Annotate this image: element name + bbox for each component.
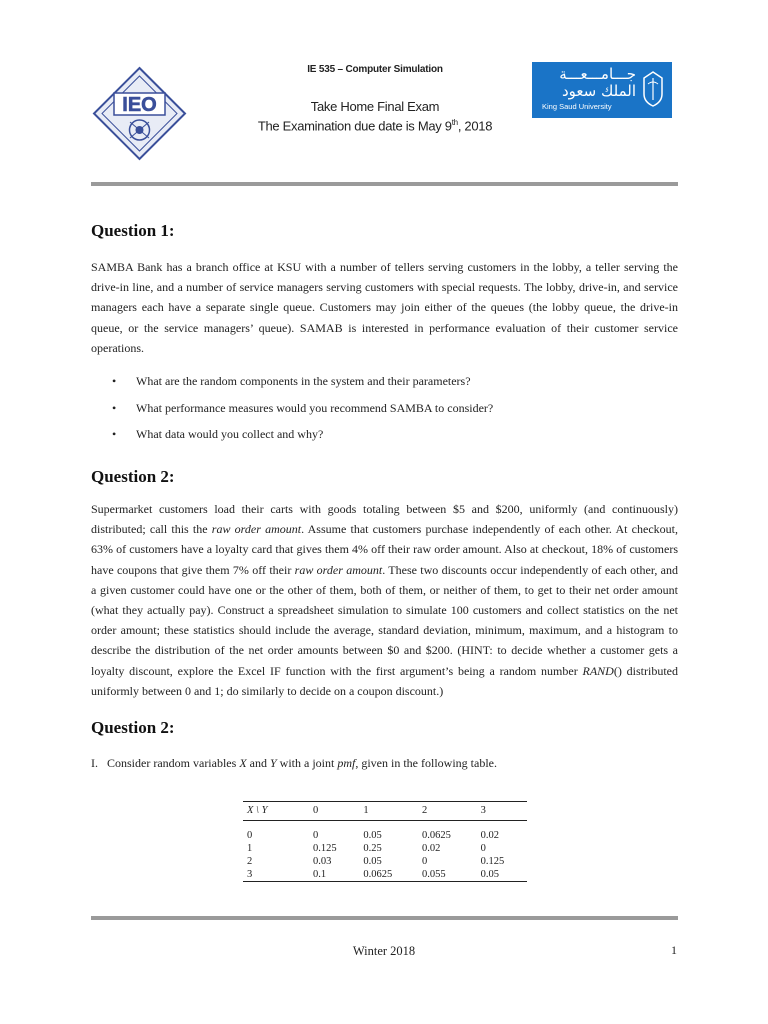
- q2-italic2: raw order amount: [294, 562, 383, 577]
- table-cell: 0: [480, 843, 486, 854]
- table-cell: 0.05: [477, 868, 527, 882]
- table-cell: 0.25: [363, 843, 382, 854]
- table-cell: 0: [421, 856, 428, 867]
- question-2-heading: Question 2:: [91, 467, 175, 486]
- q2-part3: . These two discounts occur independently of each other, and a given customer could have one or the other of them, both of them, or neither of them, to get to their net order amount (what they actually pay). Construct a spreadsheet simulation to simulate 100 customers and collect statistics on the net order amount; these statistics should include the average, standard deviation, minimum, maximum, and a histogram to describe the distribution of the net order amounts between $0 and $200. (HINT: to decide whether a customer gets a loyalty discount, explore the Excel IF function with the first argument’s being a random number: [91, 562, 678, 678]
- footer-divider: [91, 916, 678, 920]
- row-label: 3: [243, 868, 309, 882]
- table-cell: 0.1: [309, 868, 359, 882]
- table-cell: 0.03: [313, 856, 332, 867]
- table-cell: 0.0625: [421, 830, 451, 841]
- table-row: [243, 821, 527, 843]
- question-2-text: [91, 499, 678, 701]
- question-1-bullets: [112, 374, 493, 454]
- header-divider: [91, 182, 678, 186]
- item-text-b: with a joint: [276, 756, 338, 770]
- list-item: • What performance measures would you recommend SAMBA to consider?: [112, 401, 493, 428]
- question-1-heading: Question 1:: [91, 221, 175, 240]
- var-y: Y: [269, 756, 277, 770]
- table-cell: 0.0625: [359, 868, 418, 882]
- ieo-logo-text: IEO: [122, 94, 157, 116]
- q2-part4: () distributed uniformly between 0 and 1; do similarly to decide on a coupon discount.): [91, 663, 678, 698]
- row-label: 0: [247, 830, 253, 841]
- table-cell: 0.125: [480, 856, 505, 867]
- table-cell: 0.02: [421, 843, 441, 854]
- list-item: • What data would you collect and why?: [112, 427, 493, 454]
- ksu-arabic-name: [544, 66, 636, 100]
- var-x: X: [239, 756, 247, 770]
- ksu-english-name: King Saud University: [542, 102, 612, 111]
- table-cell: 0.125: [313, 843, 337, 854]
- item-text-c: , given in the following table.: [355, 756, 497, 770]
- due-prefix: The Examination due date is May 9: [257, 118, 452, 134]
- pmf-term: pmf: [337, 756, 356, 770]
- column-header: 0: [309, 802, 359, 821]
- question-3-heading: Question 2:: [91, 718, 175, 737]
- ksu-crest-icon: [642, 70, 664, 108]
- course-title: IE 535 – Computer Simulation: [307, 64, 443, 75]
- table-cell: 0.02: [480, 830, 500, 841]
- table-corner-cell: X \ Y: [243, 802, 309, 821]
- ksu-logo: [532, 62, 672, 118]
- footer-term: Winter 2018: [352, 944, 416, 958]
- column-header: 3: [477, 802, 527, 821]
- column-header: 2: [418, 802, 477, 821]
- table-cell: 0.05: [363, 856, 382, 867]
- list-item: • What are the random components in the system and their parameters?: [112, 374, 493, 401]
- q2-italic1: raw order amount: [211, 522, 302, 537]
- table-cell: 0: [313, 830, 319, 841]
- due-suffix: , 2018: [457, 118, 493, 134]
- table-header-row: [243, 802, 527, 821]
- row-label: 2: [247, 856, 253, 867]
- row-label: 1: [247, 843, 253, 854]
- q2-italic3: RAND: [582, 663, 614, 678]
- ieo-logo: [92, 66, 187, 161]
- item-and: and: [246, 756, 270, 770]
- ksu-arabic-line2: الملك سعود: [561, 82, 636, 100]
- item-text-a: Consider random variables: [107, 756, 240, 770]
- exam-header: [230, 64, 520, 133]
- table-row: [243, 868, 527, 882]
- table-row: [243, 842, 527, 855]
- question-3-item: [91, 753, 678, 773]
- due-date: [230, 118, 520, 133]
- exam-title: Take Home Final Exam: [310, 99, 440, 114]
- q2-part2: . Assume that customers purchase independently of each other. At checkout, 63% of customers have a loyalty card that gives them 4% off their raw order amount. Also at checkout, 18% of customers have coupons that give them 7% off their: [91, 522, 678, 577]
- item-number: I.: [91, 756, 98, 770]
- page-number: 1: [671, 943, 677, 957]
- q2-part1: Supermarket customers load their carts with goods totaling between $5 and $200, uniformly (and continuously) distributed; call this the: [91, 502, 678, 537]
- question-1-text: SAMBA Bank has a branch office at KSU with a number of tellers serving customers in the lobby, a teller serving the drive-in line, and a number of service managers serving customers with special requests. The lobby, drive-in, and service managers each have a separate single queue. Customers may join either of the queues (the lobby queue, the drive-in queue, or the service managers’ queue). SAMAB is interested in performance evaluation of their customer service operations.: [91, 260, 678, 355]
- table-row: [243, 855, 527, 868]
- table-cell: 0.05: [363, 830, 382, 841]
- due-sup: th: [451, 118, 458, 127]
- table-cell: 0.055: [418, 868, 477, 882]
- joint-pmf-table: [243, 801, 527, 882]
- column-header: 1: [359, 802, 418, 821]
- ksu-arabic-line1: جـــامـــعـــة: [559, 65, 636, 83]
